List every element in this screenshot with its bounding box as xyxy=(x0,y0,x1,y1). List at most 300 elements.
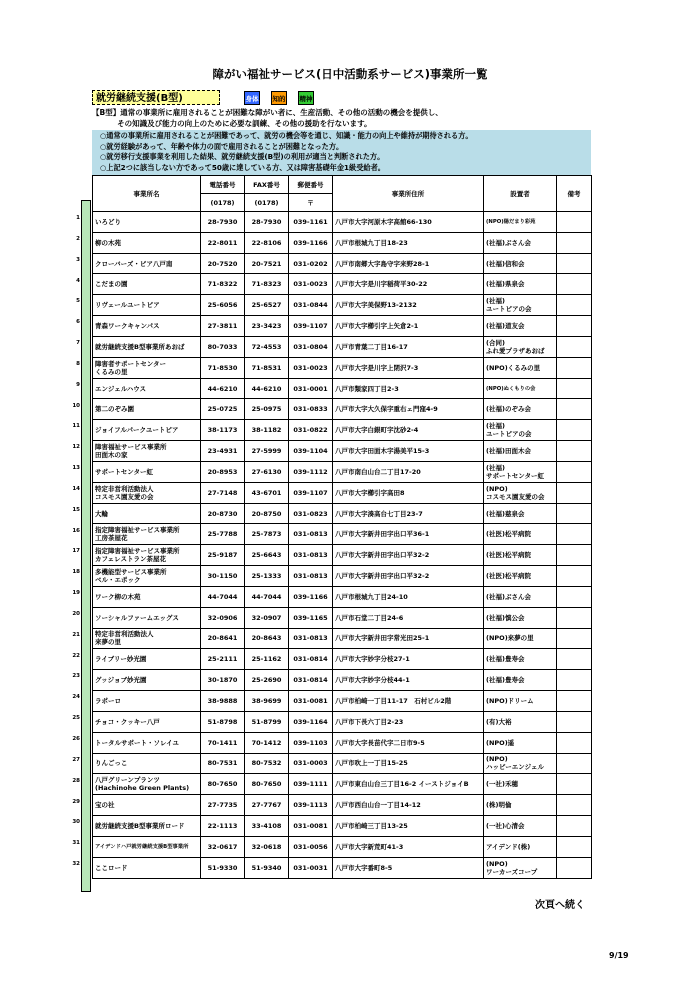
facility-name xyxy=(93,628,201,649)
facility-fax xyxy=(245,503,289,524)
facility-remarks xyxy=(557,441,592,462)
facility-tel xyxy=(201,670,245,691)
facility-tel xyxy=(201,711,245,732)
facility-address xyxy=(333,566,484,587)
row-number: 7 xyxy=(76,340,80,347)
facility-tel-line: 22-8011 xyxy=(207,238,238,247)
header-remarks: 備考 xyxy=(557,176,592,212)
table-row xyxy=(93,670,592,691)
facility-operator-line: コスモス園友愛の会 xyxy=(486,492,545,501)
facility-zip-line: 039-1111 xyxy=(293,780,328,789)
row-number: 5 xyxy=(76,298,80,305)
facility-operator xyxy=(484,461,557,482)
facility-zip xyxy=(289,816,333,837)
facility-operator xyxy=(484,566,557,587)
facility-name-line: サポートセンター虹 xyxy=(95,467,154,476)
facility-address xyxy=(333,336,484,357)
facility-tel xyxy=(201,212,245,233)
facility-operator xyxy=(484,774,557,795)
facility-operator-line: (NPO) xyxy=(486,859,508,868)
facility-address-line: 八戸市大字新井田字出口平36-1 xyxy=(335,530,430,539)
facility-name xyxy=(93,566,201,587)
facility-tel-line: 38-9888 xyxy=(207,696,238,705)
facility-name-line: 工房茶屋花 xyxy=(95,534,128,543)
facility-operator-line: (株)明倫 xyxy=(486,801,512,810)
table-row xyxy=(93,399,592,420)
facility-name xyxy=(93,816,201,837)
row-number: 4 xyxy=(76,277,80,284)
row-number: 12 xyxy=(72,444,80,451)
eligibility-note: ○就労経験があって、年齢や体力の面で雇用されることが困難となった方。 xyxy=(100,141,344,151)
facility-zip xyxy=(289,253,333,274)
facility-fax-line: 23-3423 xyxy=(251,322,282,331)
facility-name-line: 大輪 xyxy=(95,509,108,518)
facility-fax-line: 38-9699 xyxy=(251,696,282,705)
facility-tel-line: 30-1150 xyxy=(207,571,238,580)
facility-zip xyxy=(289,711,333,732)
facility-operator xyxy=(484,212,557,233)
facility-fax xyxy=(245,336,289,357)
facility-tel xyxy=(201,586,245,607)
tag-mental: 精神 xyxy=(298,91,314,105)
facility-remarks xyxy=(557,316,592,337)
facility-fax-line: 25-2690 xyxy=(251,676,282,685)
row-number: 27 xyxy=(72,756,80,763)
facility-address-line: 八戸市石堂二丁目24-6 xyxy=(335,613,404,622)
facility-zip-line: 039-1165 xyxy=(293,613,328,622)
facility-operator-line: ワーカーズコープ xyxy=(486,867,538,876)
facility-zip-line: 039-1166 xyxy=(293,238,328,247)
facility-address xyxy=(333,774,484,795)
facility-operator xyxy=(484,295,557,316)
facility-name xyxy=(93,295,201,316)
facility-address-line: 八戸市柏崎三丁目13-25 xyxy=(335,821,408,830)
facility-name-line: 宝の社 xyxy=(95,801,115,810)
facility-fax xyxy=(245,399,289,420)
facility-address-line: 八戸市大字妙字分枝27-1 xyxy=(335,655,410,664)
row-number: 21 xyxy=(72,631,80,638)
facility-zip-line: 031-0081 xyxy=(293,821,328,830)
row-number: 26 xyxy=(72,736,80,742)
facility-name xyxy=(93,399,201,420)
facility-zip-line: 031-0031 xyxy=(293,863,328,872)
table-row xyxy=(93,753,592,774)
facility-operator-line: (社福)信和会 xyxy=(486,259,525,268)
facility-tel-line: 25-9187 xyxy=(207,551,238,560)
row-number: 22 xyxy=(72,652,80,659)
facility-tel xyxy=(201,232,245,253)
table-row xyxy=(93,503,592,524)
facility-address xyxy=(333,524,484,545)
row-number: 16 xyxy=(72,527,80,534)
facility-remarks xyxy=(557,295,592,316)
facility-operator xyxy=(484,649,557,670)
facility-operator-line: (NPO)来夢の里 xyxy=(486,634,534,643)
facility-fax-line: 44-7044 xyxy=(251,592,282,601)
facility-operator-line: (NPO) xyxy=(486,484,508,493)
facility-operator-line: ユートピアの会 xyxy=(486,305,532,314)
facility-fax xyxy=(245,836,289,857)
facility-address xyxy=(333,274,484,295)
facility-address-line: 八戸市根城九丁目24-10 xyxy=(335,592,408,601)
facility-zip xyxy=(289,274,333,295)
facility-remarks xyxy=(557,357,592,378)
facility-fax-line: 25-0975 xyxy=(251,405,282,414)
facility-zip xyxy=(289,503,333,524)
facility-operator xyxy=(484,586,557,607)
facility-zip-line: 031-0814 xyxy=(293,655,328,664)
facility-operator xyxy=(484,816,557,837)
facility-zip-line: 039-1107 xyxy=(293,322,328,331)
facility-zip-line: 031-0023 xyxy=(293,363,328,372)
facility-operator xyxy=(484,232,557,253)
facility-address xyxy=(333,357,484,378)
facility-zip xyxy=(289,212,333,233)
facility-fax xyxy=(245,691,289,712)
facility-zip xyxy=(289,836,333,857)
facility-name xyxy=(93,253,201,274)
table-row xyxy=(93,774,592,795)
facility-operator xyxy=(484,753,557,774)
facility-tel xyxy=(201,774,245,795)
table-row xyxy=(93,274,592,295)
facility-remarks xyxy=(557,399,592,420)
facility-name-line: トータルサポート・ソレイユ xyxy=(95,738,179,747)
facility-address-line: 八戸市大字櫛引字上矢倉2-1 xyxy=(335,322,419,331)
facility-name xyxy=(93,316,201,337)
facility-name-line: コスモス園友愛の会 xyxy=(95,492,154,501)
facility-tel xyxy=(201,461,245,482)
facility-name-line: グッジョブ妙光園 xyxy=(95,676,147,685)
facility-operator xyxy=(484,316,557,337)
facility-address xyxy=(333,295,484,316)
facility-remarks xyxy=(557,336,592,357)
facility-tel xyxy=(201,732,245,753)
eligibility-note: ○通常の事業所に雇用されることが困難であって、就労の機会等を通じ、知識・能力の向上や維持が期待される方。 xyxy=(100,131,473,140)
facility-zip xyxy=(289,357,333,378)
facility-operator-line: (社医)松平病院 xyxy=(486,530,531,539)
facility-name xyxy=(93,732,201,753)
facility-operator xyxy=(484,378,557,399)
facility-tel xyxy=(201,607,245,628)
facility-tel xyxy=(201,836,245,857)
facility-name-line: 青森ワークキャンパス xyxy=(95,322,160,331)
facility-fax-line: 33-4108 xyxy=(251,821,282,830)
facility-address-line: 八戸市大字櫛引字高田8 xyxy=(335,488,405,497)
facility-remarks xyxy=(557,274,592,295)
table-row xyxy=(93,691,592,712)
facility-tel-line: 80-7531 xyxy=(207,759,238,768)
table-row xyxy=(93,253,592,274)
facility-zip xyxy=(289,774,333,795)
facility-tel xyxy=(201,336,245,357)
header-operator: 設置者 xyxy=(484,176,557,212)
facility-tel-line: 80-7650 xyxy=(207,780,238,789)
facility-fax-line: 27-5999 xyxy=(251,447,282,456)
facility-name xyxy=(93,212,201,233)
facility-address xyxy=(333,378,484,399)
facility-fax-line: 27-6130 xyxy=(251,467,282,476)
facility-zip xyxy=(289,316,333,337)
facility-zip xyxy=(289,524,333,545)
facility-address-line: 八戸市下長六丁目2-23 xyxy=(335,717,404,726)
facility-fax xyxy=(245,357,289,378)
facility-address xyxy=(333,461,484,482)
facility-fax xyxy=(245,607,289,628)
facility-fax-line: 25-7873 xyxy=(251,530,282,539)
facility-zip xyxy=(289,732,333,753)
facility-address xyxy=(333,649,484,670)
facility-tel-line: 51-8798 xyxy=(207,717,238,726)
facility-zip xyxy=(289,628,333,649)
facility-tel-line: 20-7520 xyxy=(207,259,238,268)
facility-zip xyxy=(289,482,333,503)
facility-fax xyxy=(245,378,289,399)
facility-address xyxy=(333,316,484,337)
facility-tel-line: 32-0906 xyxy=(207,613,238,622)
facility-address xyxy=(333,857,484,878)
facility-operator-line: ハッピーエンジェル xyxy=(486,763,544,772)
page-title: 障がい福祉サービス(日中活動系サービス)事業所一覧 xyxy=(212,67,488,81)
facility-address-line: 八戸市大字新井田字出口平32-2 xyxy=(335,551,430,560)
facility-address xyxy=(333,816,484,837)
facility-fax-line: 20-8643 xyxy=(251,634,282,643)
facility-remarks xyxy=(557,670,592,691)
table-row xyxy=(93,420,592,441)
facility-fax-line: 22-8106 xyxy=(251,238,282,247)
facility-tel xyxy=(201,649,245,670)
facility-fax-line: 38-1182 xyxy=(251,426,282,435)
facility-name-line: 就労継続支援B型事業所ロード xyxy=(95,821,185,830)
facility-zip-line: 039-1161 xyxy=(293,217,328,226)
facility-operator xyxy=(484,399,557,420)
facility-address xyxy=(333,232,484,253)
facility-fax-line: 70-1412 xyxy=(251,738,282,747)
facility-name-line: 特定非営利活動法人 xyxy=(95,484,154,493)
row-number: 23 xyxy=(72,673,80,680)
service-description xyxy=(92,107,443,129)
facility-remarks xyxy=(557,524,592,545)
facility-operator xyxy=(484,357,557,378)
table-row xyxy=(93,441,592,462)
facility-operator-line: (一社)禾穂 xyxy=(486,780,518,789)
facility-address xyxy=(333,691,484,712)
facility-name xyxy=(93,836,201,857)
header-zip: 郵便番号 xyxy=(289,176,333,194)
table-row xyxy=(93,461,592,482)
facility-tel-line: 44-7044 xyxy=(207,592,238,601)
facility-zip-line: 031-0804 xyxy=(293,342,328,351)
facility-name-line: 来夢の里 xyxy=(95,638,121,647)
table-row xyxy=(93,232,592,253)
facility-name-line: 指定障害福祉サービス事業所 xyxy=(95,547,180,556)
facility-table xyxy=(92,175,592,879)
facility-name xyxy=(93,482,201,503)
facility-name xyxy=(93,461,201,482)
continue-notice: 次頁へ続く xyxy=(535,900,585,911)
facility-tel-line: 27-3811 xyxy=(207,322,238,331)
facility-tel-line: 25-7788 xyxy=(207,530,238,539)
facility-operator-line: (社福) xyxy=(486,297,505,306)
row-number: 14 xyxy=(72,485,80,492)
facility-operator xyxy=(484,482,557,503)
facility-tel xyxy=(201,753,245,774)
facility-address-line: 八戸市大字新荒町41-3 xyxy=(335,842,404,851)
facility-tel-line: 71-8322 xyxy=(207,280,238,289)
facility-address xyxy=(333,628,484,649)
facility-address-line: 八戸市大字妙字分枝44-1 xyxy=(335,676,410,685)
facility-address xyxy=(333,670,484,691)
row-number: 32 xyxy=(72,861,80,868)
facility-name xyxy=(93,336,201,357)
facility-address-line: 八戸市大字美保野13-2132 xyxy=(335,301,417,310)
facility-operator-line: (合同) xyxy=(486,338,505,347)
facility-tel xyxy=(201,274,245,295)
row-number: 11 xyxy=(72,423,80,430)
facility-name-line: リヴェールユートピア xyxy=(95,301,160,310)
header-fax-code: (0178) xyxy=(245,194,289,212)
facility-tel-line: 25-6056 xyxy=(207,301,238,310)
facility-zip xyxy=(289,295,333,316)
facility-fax-line: 71-8323 xyxy=(251,280,282,289)
facility-fax-line: 44-6210 xyxy=(251,384,282,393)
facility-tel-line: 25-0725 xyxy=(207,405,238,414)
facility-fax xyxy=(245,232,289,253)
facility-zip-line: 039-1103 xyxy=(293,738,328,747)
facility-fax xyxy=(245,441,289,462)
facility-name-line: ベル・エポック xyxy=(95,575,141,584)
facility-address xyxy=(333,441,484,462)
facility-zip xyxy=(289,670,333,691)
facility-name-line: 障害者サポートセンター xyxy=(95,359,167,368)
facility-tel xyxy=(201,795,245,816)
facility-remarks xyxy=(557,232,592,253)
facility-fax xyxy=(245,566,289,587)
row-number: 2 xyxy=(76,235,80,242)
facility-address-line: 八戸市大字新井田字出口平32-2 xyxy=(335,571,430,580)
facility-fax xyxy=(245,586,289,607)
facility-name-line: アイデンドハ戸就労継続支援B型事業所 xyxy=(95,843,189,850)
facility-operator-line: (社福)県泉会 xyxy=(486,280,525,289)
facility-name-line: こだまの園 xyxy=(95,280,128,289)
facility-operator-line: (社福) xyxy=(486,422,505,431)
facility-tel-line: 30-1870 xyxy=(207,676,238,685)
facility-address-line: 八戸市大字湊高台七丁目23-7 xyxy=(335,509,423,518)
facility-fax xyxy=(245,253,289,274)
facility-fax-line: 25-6643 xyxy=(251,551,282,560)
facility-operator xyxy=(484,628,557,649)
facility-tel-line: 28-7930 xyxy=(207,217,238,226)
facility-address-line: 八戸市大字白銀町字沈砂2-4 xyxy=(335,426,419,435)
facility-name xyxy=(93,691,201,712)
facility-remarks xyxy=(557,816,592,837)
facility-address xyxy=(333,503,484,524)
facility-name-line: ラポーロ xyxy=(95,696,121,705)
row-number: 28 xyxy=(72,777,80,784)
facility-fax xyxy=(245,295,289,316)
table-row xyxy=(93,482,592,503)
facility-zip xyxy=(289,649,333,670)
facility-zip-line: 031-0814 xyxy=(293,676,328,685)
facility-remarks xyxy=(557,420,592,441)
facility-name xyxy=(93,503,201,524)
facility-name-line: 特定非営利活動法人 xyxy=(95,630,154,639)
facility-tel-line: 23-4931 xyxy=(207,447,238,456)
facility-name xyxy=(93,274,201,295)
facility-name-line: チョコ・クッキー八戸 xyxy=(95,717,160,726)
facility-fax-line: 80-7532 xyxy=(251,759,282,768)
table-row xyxy=(93,566,592,587)
facility-tel-line: 20-8953 xyxy=(207,467,238,476)
facility-address xyxy=(333,482,484,503)
row-number: 24 xyxy=(72,694,80,701)
facility-fax-line: 71-8531 xyxy=(251,363,282,372)
facility-fax xyxy=(245,649,289,670)
facility-zip xyxy=(289,857,333,878)
facility-remarks xyxy=(557,212,592,233)
facility-name xyxy=(93,649,201,670)
facility-fax-line: 32-0907 xyxy=(251,613,282,622)
facility-address-line: 八戸市南白山台二丁目17-20 xyxy=(335,467,421,476)
table-row xyxy=(93,607,592,628)
row-number: 10 xyxy=(72,402,80,409)
table-row xyxy=(93,836,592,857)
facility-operator-line: (NPO)ぬくもりの会 xyxy=(486,385,536,392)
facility-tel xyxy=(201,357,245,378)
facility-remarks xyxy=(557,482,592,503)
facility-operator xyxy=(484,503,557,524)
facility-operator-line: (社福) xyxy=(486,463,505,472)
row-number: 30 xyxy=(72,819,80,826)
facility-tel-line: 32-0617 xyxy=(207,842,238,851)
table-row xyxy=(93,336,592,357)
facility-fax xyxy=(245,316,289,337)
facility-address-line: 八戸市大字田面木字湯美平15-3 xyxy=(335,447,430,456)
facility-zip-line: 031-0056 xyxy=(293,842,328,851)
facility-name-line: (Hachinohe Green Plants) xyxy=(95,784,190,793)
table-row xyxy=(93,212,592,233)
facility-operator-line: ふれ愛プラザあおば xyxy=(486,346,545,355)
facility-tel-line: 44-6210 xyxy=(207,384,238,393)
row-number: 17 xyxy=(72,548,80,555)
table-row xyxy=(93,545,592,566)
facility-operator xyxy=(484,711,557,732)
facility-operator-line: (有)大裕 xyxy=(486,717,512,726)
facility-remarks xyxy=(557,836,592,857)
facility-fax-line: 28-7930 xyxy=(251,217,282,226)
facility-fax xyxy=(245,795,289,816)
header-zip-mark: 〒 xyxy=(289,194,333,212)
facility-address-line: 八戸市西白山台一丁目14-12 xyxy=(335,801,421,810)
facility-operator-line: サポートセンター虹 xyxy=(486,471,545,480)
facility-operator xyxy=(484,691,557,712)
facility-operator-line: (社福)豊寿会 xyxy=(486,655,525,664)
facility-fax-line: 20-7521 xyxy=(251,259,282,268)
facility-operator xyxy=(484,524,557,545)
facility-tel xyxy=(201,482,245,503)
facility-address-line: 八戸市南郷大字島守字来野28-1 xyxy=(335,259,430,268)
facility-address xyxy=(333,545,484,566)
eligibility-note: ○上記2つに該当しない方であって50歳に達している方、又は障害基礎年金1級受給者。 xyxy=(100,162,385,172)
facility-name-line: ここロード xyxy=(95,863,128,872)
facility-name-line: ジョイフルパークユートピア xyxy=(95,426,179,435)
facility-tel-line: 70-1411 xyxy=(207,738,238,747)
facility-operator-line: アイデンド(株) xyxy=(486,842,531,851)
facility-address xyxy=(333,586,484,607)
facility-zip-line: 031-0833 xyxy=(293,405,328,414)
facility-tel-line: 25-2111 xyxy=(207,655,238,664)
facility-name xyxy=(93,378,201,399)
